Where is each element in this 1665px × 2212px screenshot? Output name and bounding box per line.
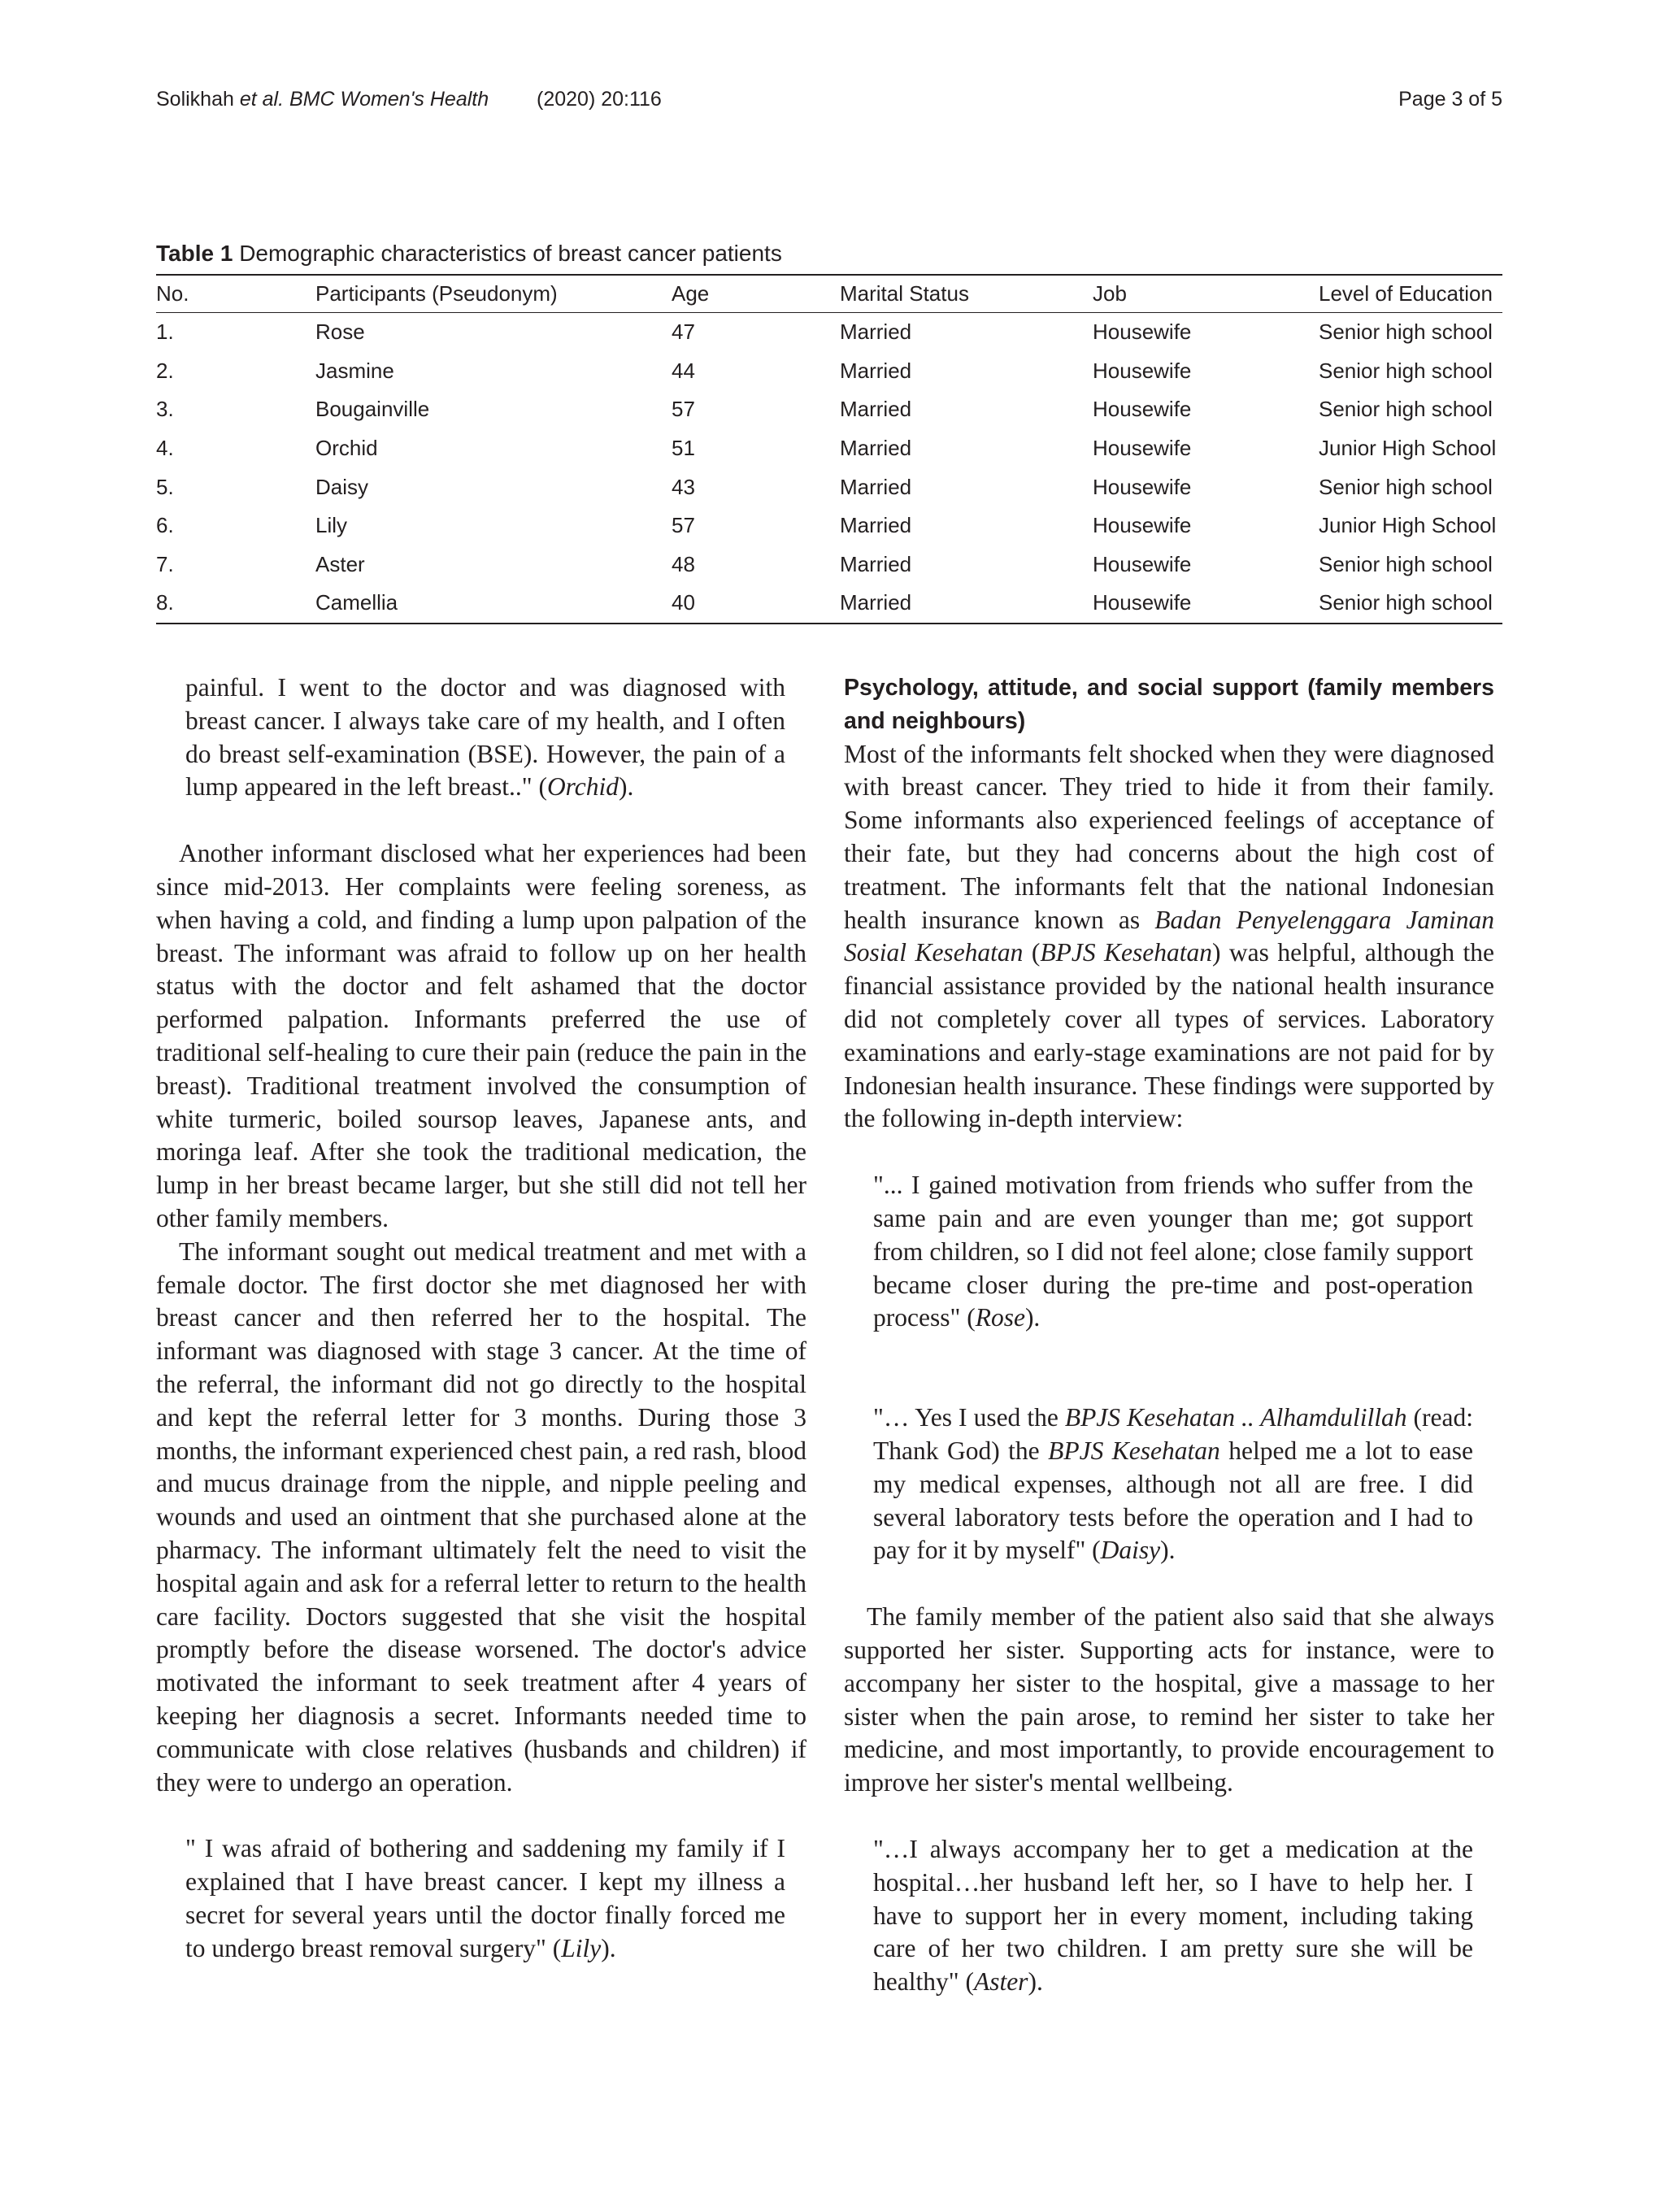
section-heading: Psychology, attitude, and social support (family members and neighbours)	[844, 675, 1494, 734]
column-header: Participants (Pseudonym)	[315, 281, 558, 306]
quote-end: ).	[1160, 1536, 1176, 1565]
table-cell: Housewife	[1093, 319, 1192, 345]
table-cell: Jasmine	[315, 358, 394, 383]
header-etal: et al.	[239, 88, 285, 111]
column-header: Marital Status	[840, 281, 969, 306]
table-row	[156, 545, 1502, 585]
quote-end: ).	[1028, 1967, 1043, 1997]
table-cell: Housewife	[1093, 436, 1192, 461]
header-author: Solikhah	[156, 88, 234, 111]
table-cell: Rose	[315, 319, 365, 345]
table-cell: Married	[840, 319, 912, 345]
table-cell: Bougainville	[315, 397, 430, 422]
quote-attribution: Lily	[561, 1933, 602, 1962]
table-header-row	[156, 275, 1502, 313]
quote-end: ).	[619, 772, 634, 802]
table-cell: Senior high school	[1319, 474, 1493, 499]
paragraph-text: (	[1023, 938, 1041, 967]
block-quote-aster	[844, 1833, 1494, 1999]
right-column	[844, 671, 1494, 1999]
table-cell: Married	[840, 551, 912, 576]
body-paragraph: The family member of the patient also said that she always supported her sister. Supporting acts for instance, were to accompany her sister to the hospital, give a massage to her sister when the pain arose, to remind her sister to take her medicine, and most importantly, to provide encouragement to improve her sister's mental wellbeing.	[844, 1602, 1494, 1797]
table-cell: Married	[840, 590, 912, 615]
table-cell: 43	[672, 474, 695, 499]
header-journal: BMC Women's Health	[289, 88, 489, 111]
quote-attribution: Daisy	[1100, 1536, 1161, 1565]
table-cell: Senior high school	[1319, 358, 1493, 383]
running-header-volume: (2020) 20:116	[537, 88, 662, 111]
running-header-citation	[156, 88, 489, 111]
quote-attribution: Aster	[973, 1967, 1028, 1997]
table-cell: Junior High School	[1319, 436, 1497, 461]
table-cell: 7.	[156, 551, 174, 576]
table-cell: Housewife	[1093, 551, 1192, 576]
quote-text: "…I always accompany her to get a medication at the hospital…her husband left her, so I have to help her. I have to support her in every moment, including taking care of her two children. I am pretty sure she will be healthy" (	[873, 1834, 1473, 1997]
table-cell: 5.	[156, 474, 174, 499]
table-cell: 44	[672, 358, 695, 383]
column-header: No.	[156, 281, 189, 306]
table-cell: Married	[840, 358, 912, 383]
table-cell: 8.	[156, 590, 174, 615]
table-cell: Housewife	[1093, 397, 1192, 422]
table-cell: 4.	[156, 436, 174, 461]
table-cell: Daisy	[315, 474, 369, 499]
table-cell: Housewife	[1093, 358, 1192, 383]
table-cell: Orchid	[315, 436, 378, 461]
table-cell: 51	[672, 436, 695, 461]
page-number: Page 3 of 5	[1398, 88, 1502, 111]
table-caption-text: Demographic characteristics of breast cancer patients	[239, 241, 782, 266]
table-cell: Housewife	[1093, 474, 1192, 499]
quote-text: "… Yes I used the	[873, 1403, 1065, 1432]
table-caption	[156, 241, 782, 267]
table-cell: Housewife	[1093, 513, 1192, 538]
table-cell: Married	[840, 436, 912, 461]
quote-attribution: Orchid	[546, 772, 619, 802]
quote-text: " I was afraid of bothering and saddening my family if I explained that I have breast cancer. I kept my illness a secret for several years until the doctor finally forced me to undergo breast removal surgery" (	[185, 1834, 785, 1962]
table-cell: Senior high school	[1319, 319, 1493, 345]
table-row	[156, 506, 1502, 545]
table-cell: Junior High School	[1319, 513, 1497, 538]
table-cell: Senior high school	[1319, 590, 1493, 615]
demographics-table	[156, 274, 1502, 624]
quote-text: (read: Thank God) the	[873, 1403, 1473, 1465]
block-quote-rose	[844, 1169, 1494, 1335]
body-paragraph: Another informant disclosed what her experiences had been since mid-2013. Her complaints were feeling soreness, as when having a cold, and finding a lump upon palpation of the breast. The informant was afraid to follow up on her health status with the doctor and felt ashamed that the doctor performed palpation. Informants preferred the use of traditional self-healing to cure their pain (reduce the pain in the breast). Traditional treatment involved the consumption of white turmeric, boiled soursop leaves, Japanese ants, and moringa leaf. After she took the traditional medication, the lump in her breast became larger, but she still did not tell her other family members.	[156, 839, 806, 1232]
table-cell: 47	[672, 319, 695, 345]
italic-term: BPJS Kesehatan .. Alhamdulillah	[1064, 1403, 1407, 1432]
table-cell: Married	[840, 397, 912, 422]
quote-end: ).	[601, 1933, 616, 1962]
table-row	[156, 429, 1502, 468]
table-cell: 1.	[156, 319, 174, 345]
quote-text: "... I gained motivation from friends who suffer from the same pain and are even younger than me; got support from children, so I did not feel alone; close family support became closer during the pre-time and post-operation process" (	[873, 1171, 1473, 1332]
italic-term: BPJS Kesehatan	[1048, 1436, 1220, 1465]
column-header: Level of Education	[1319, 281, 1493, 306]
block-quote-orchid	[156, 671, 806, 804]
paragraph-text: Most of the informants felt shocked when they were diagnosed with breast cancer. They tried to hide it from their family. Some informants also experienced feelings of acceptance of their fate, but they had concerns about the high cost of treatment. The informants felt that the national Indonesian health insurance known as	[844, 739, 1494, 934]
italic-term: Badan Penyelenggara Jaminan Sosial Kesehatan	[844, 905, 1494, 967]
table-cell: 57	[672, 513, 695, 538]
italic-term: BPJS Kesehatan	[1040, 938, 1212, 967]
table-label: Table 1	[156, 241, 233, 266]
column-header: Age	[672, 281, 710, 306]
table-row	[156, 584, 1502, 624]
left-column	[156, 671, 806, 1965]
table-cell: 40	[672, 590, 695, 615]
table-cell: 48	[672, 551, 695, 576]
block-quote-daisy	[844, 1402, 1494, 1567]
table-cell: Lily	[315, 513, 348, 538]
table-cell: 3.	[156, 397, 174, 422]
table-cell: Senior high school	[1319, 397, 1493, 422]
table-row	[156, 313, 1502, 352]
table-cell: 6.	[156, 513, 174, 538]
table-cell: 2.	[156, 358, 174, 383]
table-cell: Married	[840, 474, 912, 499]
table-cell: Housewife	[1093, 590, 1192, 615]
body-paragraph	[844, 738, 1494, 1136]
table-row	[156, 352, 1502, 391]
block-quote-lily	[156, 1832, 806, 1965]
quote-text: helped me a lot to ease my medical expenses, although not all are free. I did several laboratory tests before the operation and I had to pay for it by myself" (	[873, 1436, 1473, 1565]
quote-attribution: Rose	[975, 1303, 1025, 1332]
quote-text: painful. I went to the doctor and was diagnosed with breast cancer. I always take care of my health, and I often do breast self-examination (BSE). However, the pain of a lump appeared in the left breast.." (	[185, 673, 785, 802]
table-row	[156, 390, 1502, 429]
table-cell: 57	[672, 397, 695, 422]
table-cell: Aster	[315, 551, 365, 576]
paragraph-text: ) was helpful, although the financial assistance provided by the national health insurance did not completely cover all types of services. Laboratory examinations and early-stage examinations are not paid for by Indonesian health insurance. These findings were supported by the following in-depth interview:	[844, 938, 1495, 1133]
table-row	[156, 467, 1502, 506]
quote-end: ).	[1024, 1303, 1041, 1332]
table-cell: Senior high school	[1319, 551, 1493, 576]
body-paragraph: The informant sought out medical treatment and met with a female doctor. The first doctor she met diagnosed her with breast cancer and then referred her to the hospital. The informant was diagnosed with stage 3 cancer. At the time of the referral, the informant did not go directly to the hospital and kept the referral letter for 3 months. During those 3 months, the informant experienced chest pain, a red rash, blood and mucus drainage from the nipple, and nipple peeling and wounds and used an ointment that she purchased alone at the pharmacy. The informant ultimately felt the need to visit the hospital again and ask for a referral letter to return to the health care facility. Doctors suggested that she visit the hospital promptly before the disease worsened. The doctor's advice motivated the informant to seek treatment after 4 years of keeping her diagnosis a secret. Informants needed time to communicate with close relatives (husbands and children) if they were to undergo an operation.	[156, 1236, 806, 1797]
table-cell: Camellia	[315, 590, 398, 615]
column-header: Job	[1093, 281, 1127, 306]
table-cell: Married	[840, 513, 912, 538]
